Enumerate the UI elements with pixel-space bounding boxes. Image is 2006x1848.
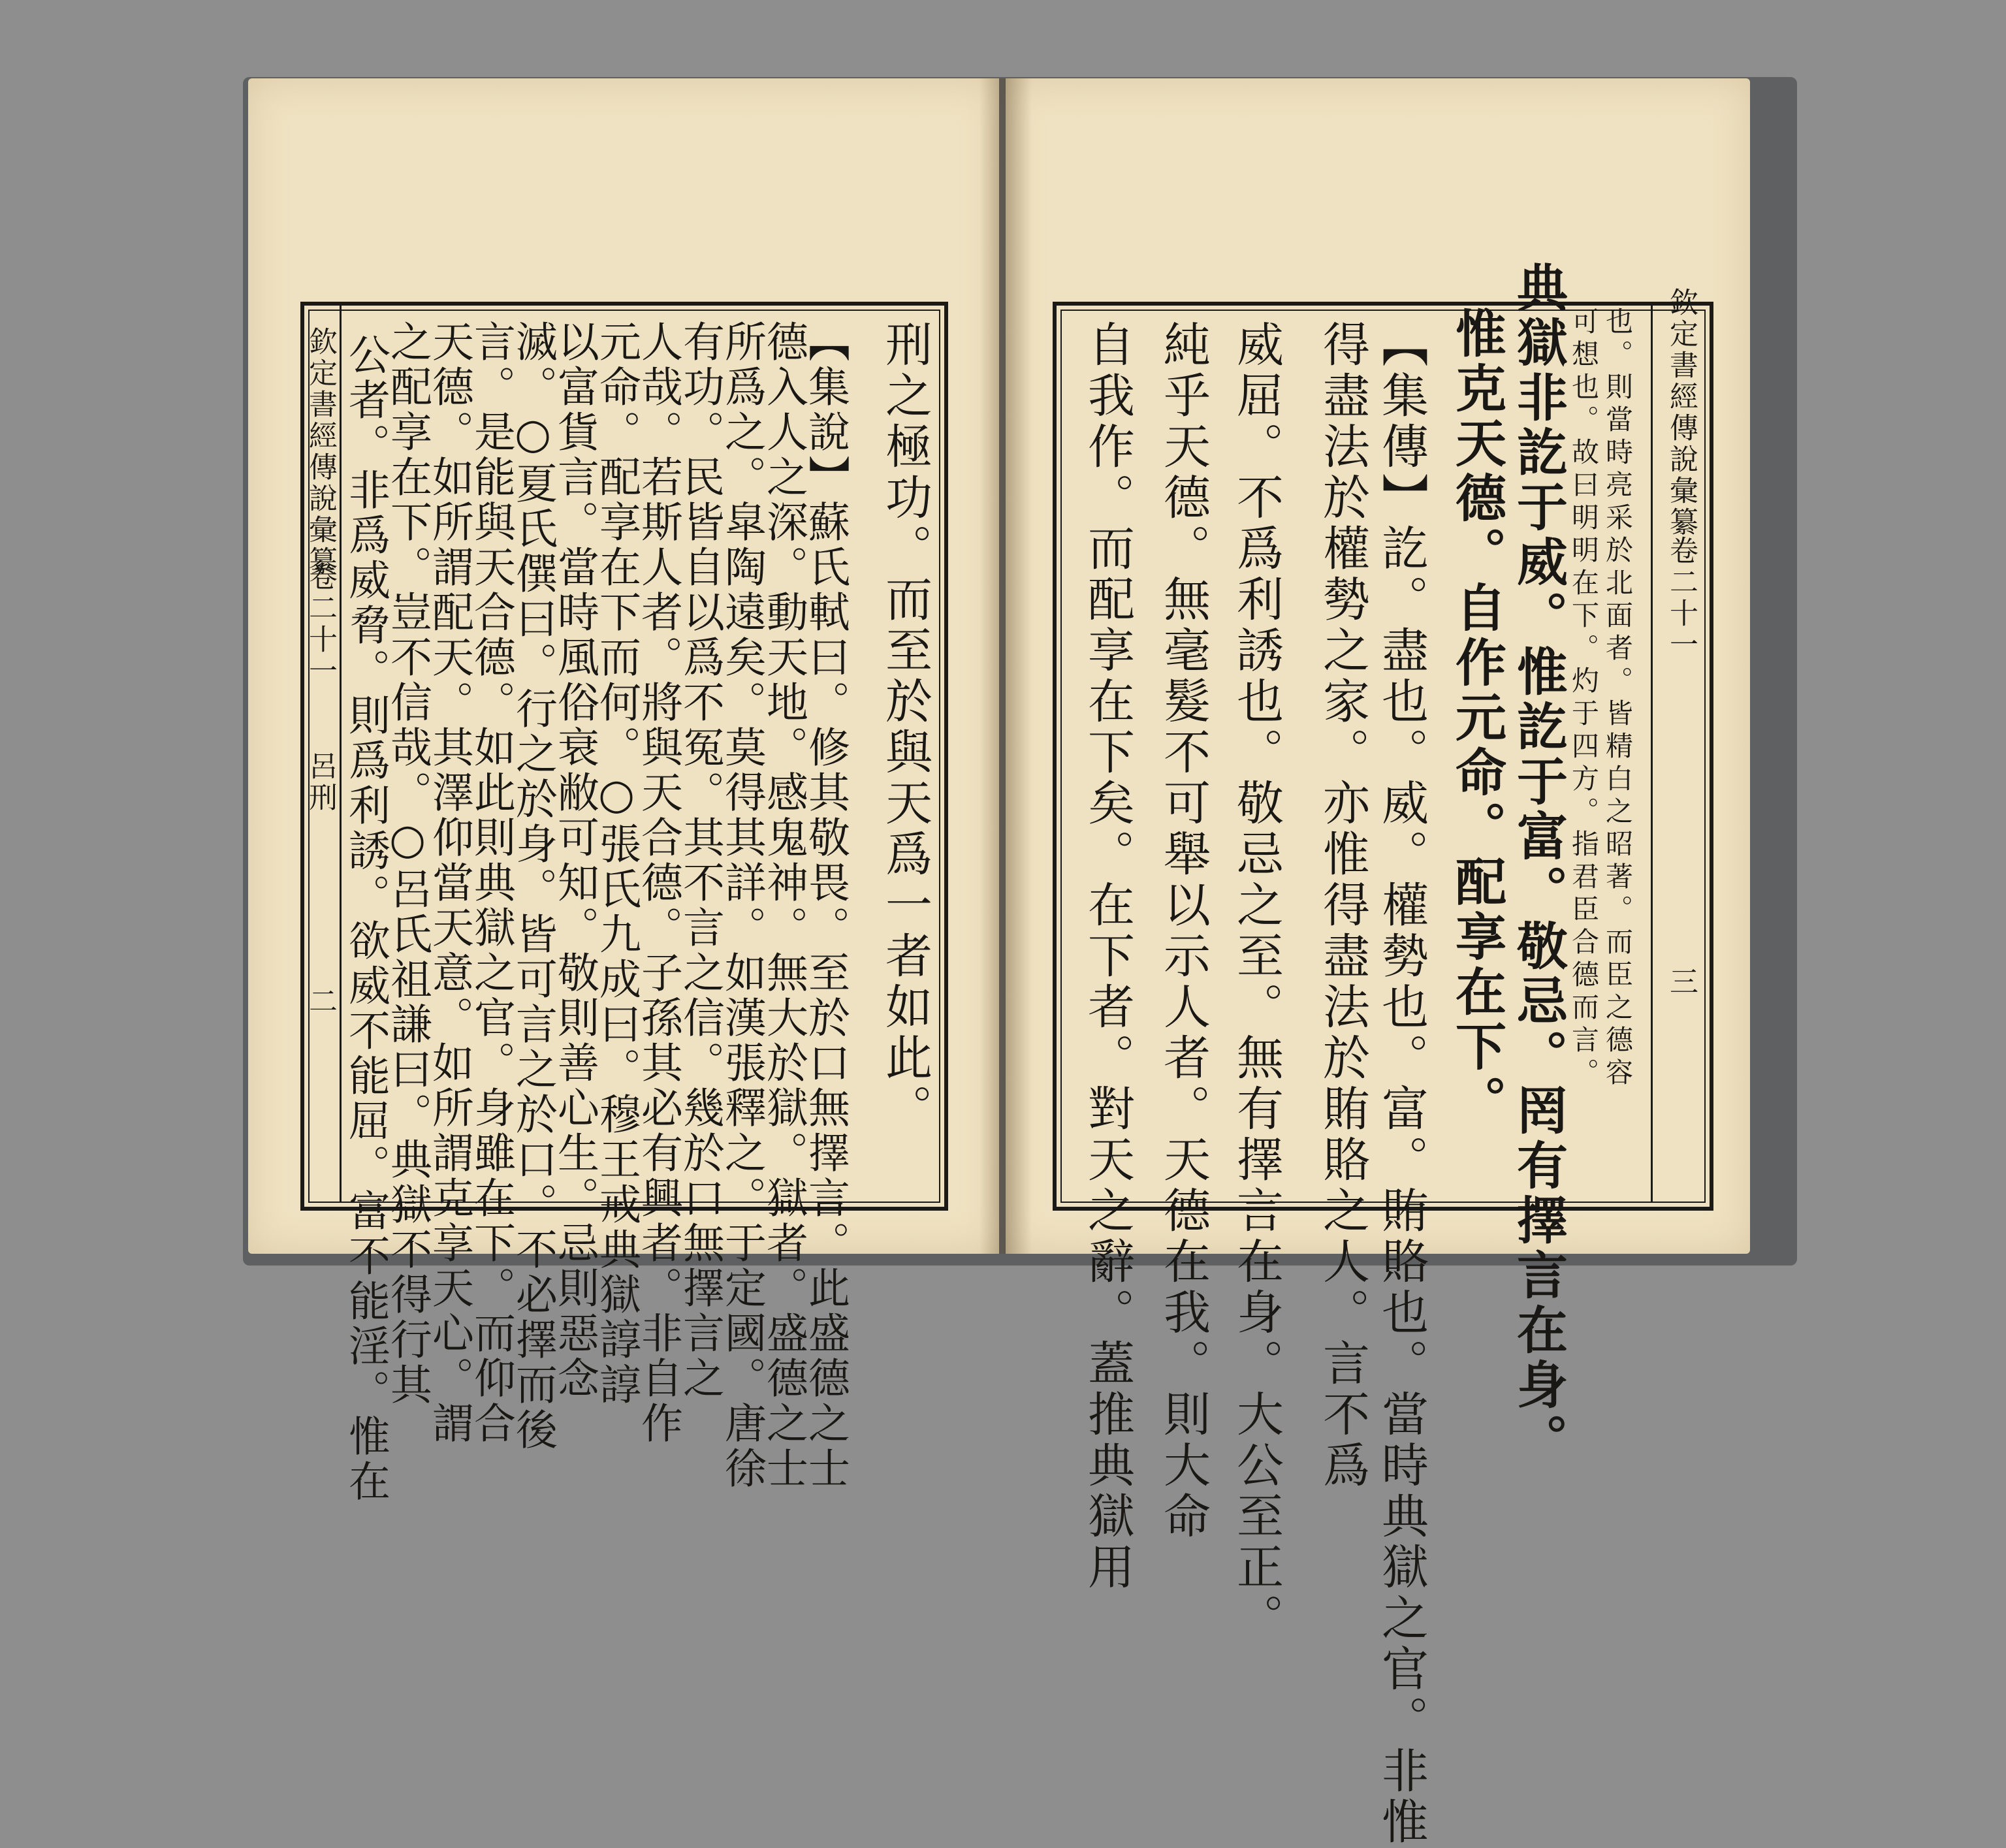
right-margin-volume: 卷二十一 <box>1664 535 1698 661</box>
left-column-8: 以富貨言。當時風俗衰敝可知。敬則善心生。忌則惡念 <box>550 320 599 1401</box>
right-side-column-1: 也。則當時亮采於北面者。皆精白之昭著。而臣之德容 <box>1602 307 1634 1091</box>
left-column-12: 之配享在下。豈不信哉。○呂氏祖謙曰。典獄不得行其 <box>383 320 432 1408</box>
left-column-5: 有功。民皆自以爲不冤。其不言之信。幾於口無擇言之 <box>676 320 724 1401</box>
right-margin-page: 三 <box>1664 966 1698 998</box>
left-column-13: 公者。非爲威脅。則爲利誘。欲威不能屈。富不能淫。惟在 <box>342 333 390 1505</box>
left-margin-title: 欽定書經傳說彙纂 <box>304 327 337 577</box>
left-column-1: 刑之極功。而至於與天爲一者如此。 <box>878 320 932 1135</box>
right-side-column-2: 可想也。故曰明明在下。灼于四方。指君臣合德而言。 <box>1568 307 1600 1091</box>
right-column-2: 得盡法於權勢之家。亦惟得盡法於賄賂之人。言不爲 <box>1315 320 1370 1491</box>
right-column-3: 威屈。不爲利誘也。敬忌之至。無有擇言在身。大公至正。 <box>1229 320 1284 1644</box>
right-column-1: 【集傳】訖。盡也。威。權勢也。富。賄賂也。當時典獄之官。非惟 <box>1374 320 1429 1848</box>
left-column-10: 言。是能與天合德。如此則典獄之官。身雖在下。而仰合 <box>467 320 515 1446</box>
left-margin-volume: 卷二十一 <box>304 562 337 687</box>
left-margin-chapter: 呂刑 <box>304 751 337 814</box>
left-column-2: 【集說】蘇氏軾曰。修其敬畏。至於口無擇言。此盛德之士 <box>801 320 850 1491</box>
left-column-4: 所爲之。皐陶遠矣。莫得其詳。如漢張釋之。于定國。唐徐 <box>718 320 766 1491</box>
left-column-11: 天德。如所謂配天。其澤仰當天意。如所謂克享天心。謂 <box>425 320 473 1446</box>
right-column-4: 純乎天德。無毫髮不可舉以示人者。天德在我。則大命 <box>1156 320 1211 1542</box>
left-margin-page: 二 <box>304 986 337 1017</box>
left-column-9: 滅。○夏氏僎曰。行之於身。皆可言之於口。不必擇而後 <box>509 320 557 1453</box>
right-column-5: 自我作。而配享在下矣。在下者。對天之辭。蓋推典獄用 <box>1080 320 1135 1593</box>
right-main-column-2: 惟克天德。自作元命。配享在下。 <box>1447 307 1506 1130</box>
left-column-6: 人哉。若斯人者。將與天合德。子孫其必有興者。非自作 <box>634 320 682 1446</box>
right-margin-rule <box>1651 302 1653 1203</box>
left-column-3: 德入人之深。動天地。感鬼神。無大於獄。獄者。盛德之士 <box>759 320 808 1491</box>
right-main-column-1: 典獄非訖于威。惟訖于富。敬忌。罔有擇言在身。 <box>1508 261 1568 1468</box>
right-margin-title: 欽定書經傳說彙纂 <box>1664 287 1698 538</box>
left-column-7: 元命。配享在下而何。○張氏九成曰。穆王戒典獄諄諄 <box>592 320 641 1408</box>
book-gutter <box>979 78 1032 1254</box>
